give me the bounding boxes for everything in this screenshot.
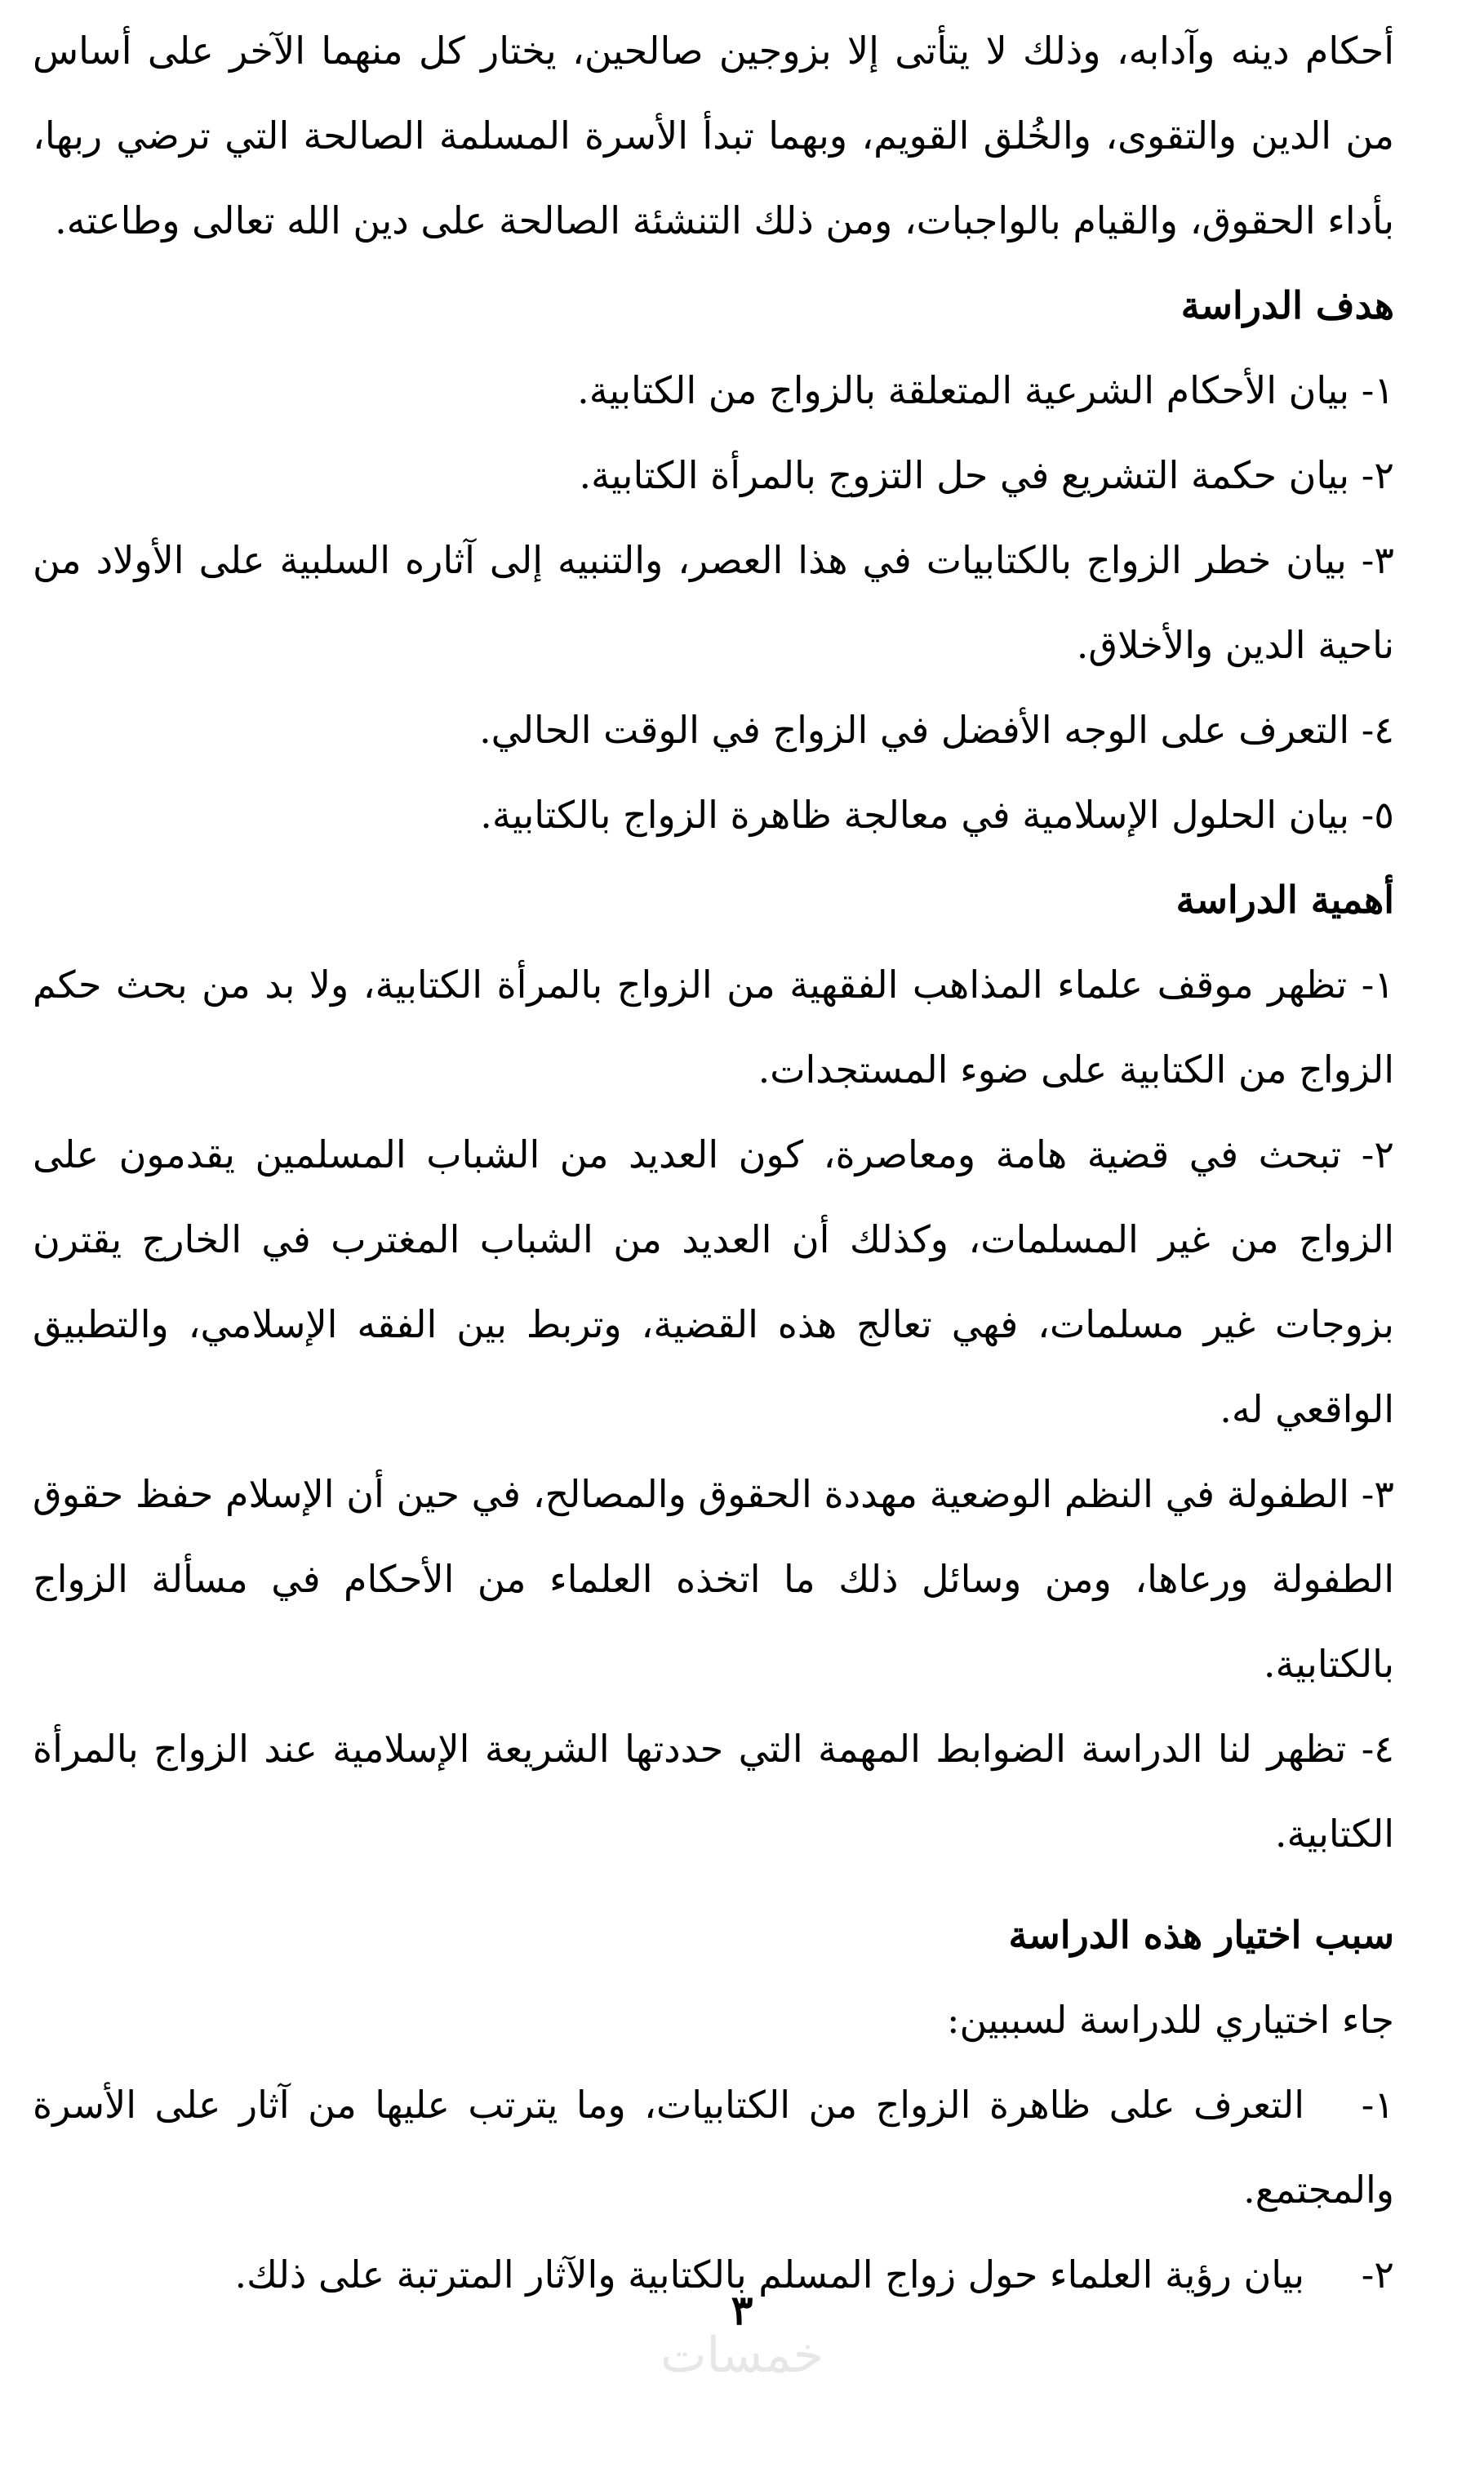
objective-item-1: ١- بيان الأحكام الشرعية المتعلقة بالزواج من الكتابية.	[577, 368, 1394, 412]
importance-item-4: ٤- تظهر لنا الدراسة الضوابط المهمة التي حددتها الشريعة الإسلامية عند الزواج بالمرأة الكتابية.	[33, 1727, 1394, 1856]
watermark-logo: خمسات	[660, 2327, 824, 2384]
objective-item-5: ٥- بيان الحلول الإسلامية في معالجة ظاهرة الزواج بالكتابية.	[480, 793, 1394, 837]
reasons-intro: جاء اختياري للدراسة لسببين:	[947, 1998, 1394, 2042]
page-number: ٣	[731, 2286, 753, 2334]
reason-item-1	[33, 2062, 1394, 2232]
reason-item-1-text: التعرف على ظاهرة الزواج من الكتابيات، وما يترتب عليها من آثار على الأسرة والمجتمع.	[33, 2083, 1394, 2212]
reasons-heading: سبب اختيار هذه الدراسة	[1008, 1913, 1394, 1957]
objective-item-4: ٤- التعرف على الوجه الأفضل في الزواج في الوقت الحالي.	[479, 708, 1394, 752]
importance-item-1: ١- تظهر موقف علماء المذاهب الفقهية من الزواج بالمرأة الكتابية، ولا بد من بحث حكم الزواج من الكتابية على ضوء المستجدات.	[33, 963, 1394, 1092]
objectives-heading: هدف الدراسة	[1180, 283, 1394, 327]
reason-item-1-number: ١-	[1361, 2083, 1394, 2127]
importance-heading: أهمية الدراسة	[1175, 878, 1394, 922]
intro-paragraph: أحكام دينه وآدابه، وذلك لا يتأتى إلا بزوجين صالحين، يختار كل منهما الآخر على أساس من الدين والتقوى، والخُلق القويم، وبهما تبدأ الأسرة المسلمة الصالحة التي ترضي ربها، بأداء الحقوق، والقيام بالواجبات، ومن ذلك التنشئة الصالحة على دين الله تعالى وطاعته.	[33, 29, 1394, 242]
objective-item-3: ٣- بيان خطر الزواج بالكتابيات في هذا العصر، والتنبيه إلى آثاره السلبية على الأولاد من ناحية الدين والأخلاق.	[33, 538, 1394, 667]
reason-item-2-number: ٢-	[1361, 2252, 1394, 2297]
importance-item-2: ٢- تبحث في قضية هامة ومعاصرة، كون العديد من الشباب المسلمين يقدمون على الزواج من غير المسلمات، وكذلك أن العديد من الشباب المغترب في الخارج يقترن بزوجات غير مسلمات، فهي تعالج هذه القضية، وتربط بين الفقه الإسلامي، والتطبيق الواقعي له.	[33, 1132, 1395, 1431]
reason-item-2-text: بيان رؤية العلماء حول زواج المسلم بالكتابية والآثار المترتبة على ذلك.	[234, 2252, 1304, 2297]
importance-item-3: ٣- الطفولة في النظم الوضعية مهددة الحقوق والمصالح، في حين أن الإسلام حفظ حقوق الطفولة ورعاها، ومن وسائل ذلك ما اتخذه العلماء من الأحكام في مسألة الزواج بالكتابية.	[33, 1472, 1394, 1686]
section-spacer	[33, 1876, 1394, 1892]
objective-item-2: ٢- بيان حكمة التشريع في حل التزوج بالمرأة الكتابية.	[579, 453, 1394, 497]
